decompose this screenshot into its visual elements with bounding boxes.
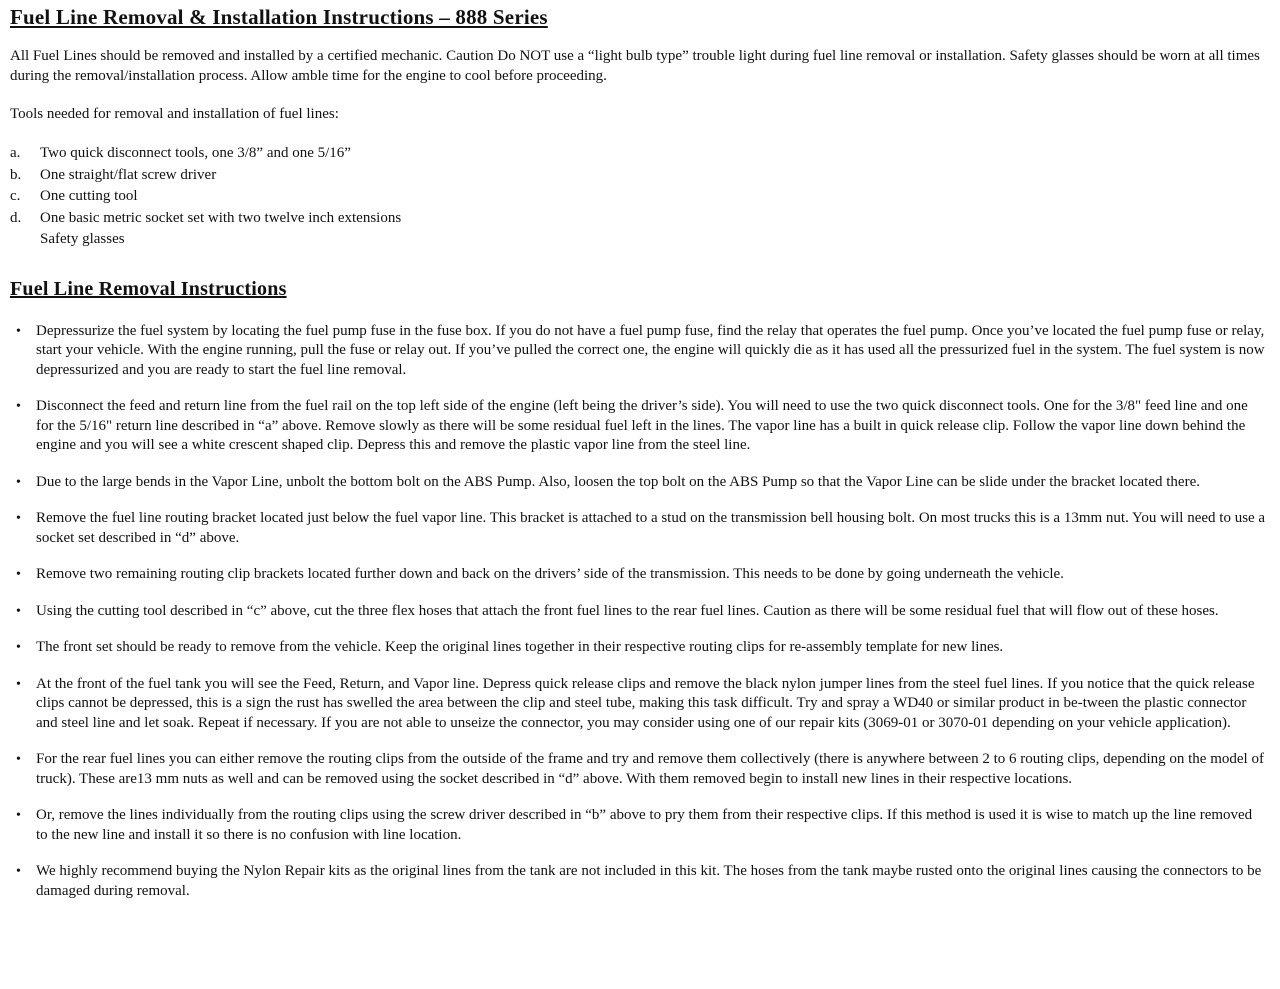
intro-paragraph: All Fuel Lines should be removed and installed by a certified mechanic. Caution Do NOT use a “light bulb type” trouble light during fuel line removal or installation. Safety glasses should be worn at all times during the removal/installation process. Allow amble time for the engine to cool before proceeding. (10, 48, 1260, 84)
step-list-item (10, 638, 1266, 658)
bullet-icon: • (16, 752, 21, 767)
step-text: At the front of the fuel tank you will see the Feed, Return, and Vapor line. Depress quick release clips and remove the black nylon jumper lines from the steel fuel lines. If you notice that the quick release clips cannot be depressed, this is a sign the rust has swelled the area between the clip and steel tube, making this task difficult. Try and spray a WD40 or similar product in be-tween the plastic connector and steel line and let soak. Repeat if necessary. If you are not able to unseize the connector, you may consider using one of our repair kits (3069-01 or 3070-01 depending on your vehicle application). (36, 675, 1255, 731)
tool-list-marker: d. (10, 209, 22, 226)
document-title: Fuel Line Removal & Installation Instructions – 888 Series (10, 5, 548, 29)
tool-list-marker: b. (10, 166, 22, 183)
tool-list-marker: c. (10, 188, 21, 204)
tool-list-text: One cutting tool (40, 188, 138, 204)
bullet-icon: • (16, 511, 21, 526)
tools-list (10, 143, 1266, 251)
step-text: For the rear fuel lines you can either remove the routing clips from the outside of the frame and try and remove them collectively (there is anywhere between 2 to 6 routing clips, depending on the model of truck). These are13 mm nuts as well and can be removed using the socket described in “d” above. With them removed begin to install new lines in their respective locations. (36, 751, 1264, 787)
step-text: The front set should be ready to remove from the vehicle. Keep the original lines together in their respective routing clips for re-assembly template for new lines. (36, 639, 1004, 655)
bullet-icon: • (16, 603, 21, 619)
tool-list-item (10, 165, 1266, 187)
steps-list (10, 322, 1266, 902)
step-list-item (10, 675, 1266, 734)
tool-list-text: Two quick disconnect tools, one 3/8” and one 5/16” (40, 145, 351, 161)
section-heading: Fuel Line Removal Instructions (10, 277, 287, 300)
step-list-item (10, 509, 1266, 548)
step-list-item (10, 602, 1266, 622)
step-text: Using the cutting tool described in “c” above, cut the three flex hoses that attach the front fuel lines to the rear fuel lines. Caution as there will be some residual fuel that will flow out of these hoses. (36, 602, 1219, 619)
bullet-icon: • (16, 640, 21, 655)
tool-list-marker: a. (10, 145, 21, 161)
tool-list-item (10, 186, 1266, 208)
step-text: Disconnect the feed and return line from the fuel rail on the top left side of the engine (left being the driver’s side). You will need to use the two quick disconnect tools. One for the 3/8" feed line and one for the 5/16" return line described in “a” above. Remove slowly as there will be some residual fuel left in the lines. The vapor line has a built in quick release clip. Follow the vapor line down behind the engine and you will see a white crescent shaped clip. Depress this and remove the plastic vapor line from the steel line. (36, 398, 1248, 453)
tools-intro: Tools needed for removal and installation of fuel lines: (10, 106, 339, 122)
step-text: Or, remove the lines individually from the routing clips using the screw driver described in “b” above to pry them from their respective clips. If this method is used it is wise to match up the line removed to the new line and install it so there is no confusion with line location. (36, 807, 1253, 843)
tool-list-item (10, 208, 1266, 230)
step-list-item (10, 750, 1266, 789)
tool-list-item (10, 143, 1266, 165)
step-text: We highly recommend buying the Nylon Repair kits as the original lines from the tank are not included in this kit. The hoses from the tank maybe rusted onto the original lines causing the connectors to be damaged during removal. (36, 863, 1262, 899)
step-text: Depressurize the fuel system by locating the fuel pump fuse in the fuse box. If you do not have a fuel pump fuse, find the relay that operates the fuel pump. Once you’ve located the fuel pump fuse or relay, start your vehicle. With the engine running, pull the fuse or relay out. If you’ve pulled the correct one, the engine will quickly die as it has used all the pressurized fuel in the system. The fuel system is now depressurized and you are ready to start the fuel line removal. (36, 322, 1265, 378)
step-list-item (10, 565, 1266, 585)
step-list-item (10, 862, 1266, 901)
bullet-icon: • (16, 808, 21, 823)
bullet-icon: • (16, 399, 21, 414)
bullet-icon: • (16, 567, 21, 582)
tool-list-text: One straight/flat screw driver (40, 166, 217, 183)
step-text: Remove the fuel line routing bracket located just below the fuel vapor line. This bracket is attached to a stud on the transmission bell housing bolt. On most trucks this is a 13mm nut. You will need to use a socket set described in “d” above. (36, 510, 1266, 546)
step-list-item (10, 322, 1266, 381)
bullet-icon: • (16, 864, 21, 879)
step-text: Due to the large bends in the Vapor Line, unbolt the bottom bolt on the ABS Pump. Also, loosen the top bolt on the ABS Pump so that the Vapor Line can be slide under the bracket located there. (36, 473, 1200, 490)
tool-list-text: One basic metric socket set with two twelve inch extensions (40, 209, 402, 226)
step-list-item (10, 473, 1266, 493)
bullet-icon: • (16, 323, 21, 339)
tool-list-item (10, 229, 1266, 251)
bullet-icon: • (16, 474, 21, 490)
step-list-item (10, 397, 1266, 456)
step-text: Remove two remaining routing clip brackets located further down and back on the drivers’ side of the transmission. This needs to be done by going underneath the vehicle. (36, 566, 1064, 582)
step-list-item (10, 806, 1266, 845)
bullet-icon: • (16, 676, 21, 692)
tool-list-text: Safety glasses (40, 231, 125, 247)
